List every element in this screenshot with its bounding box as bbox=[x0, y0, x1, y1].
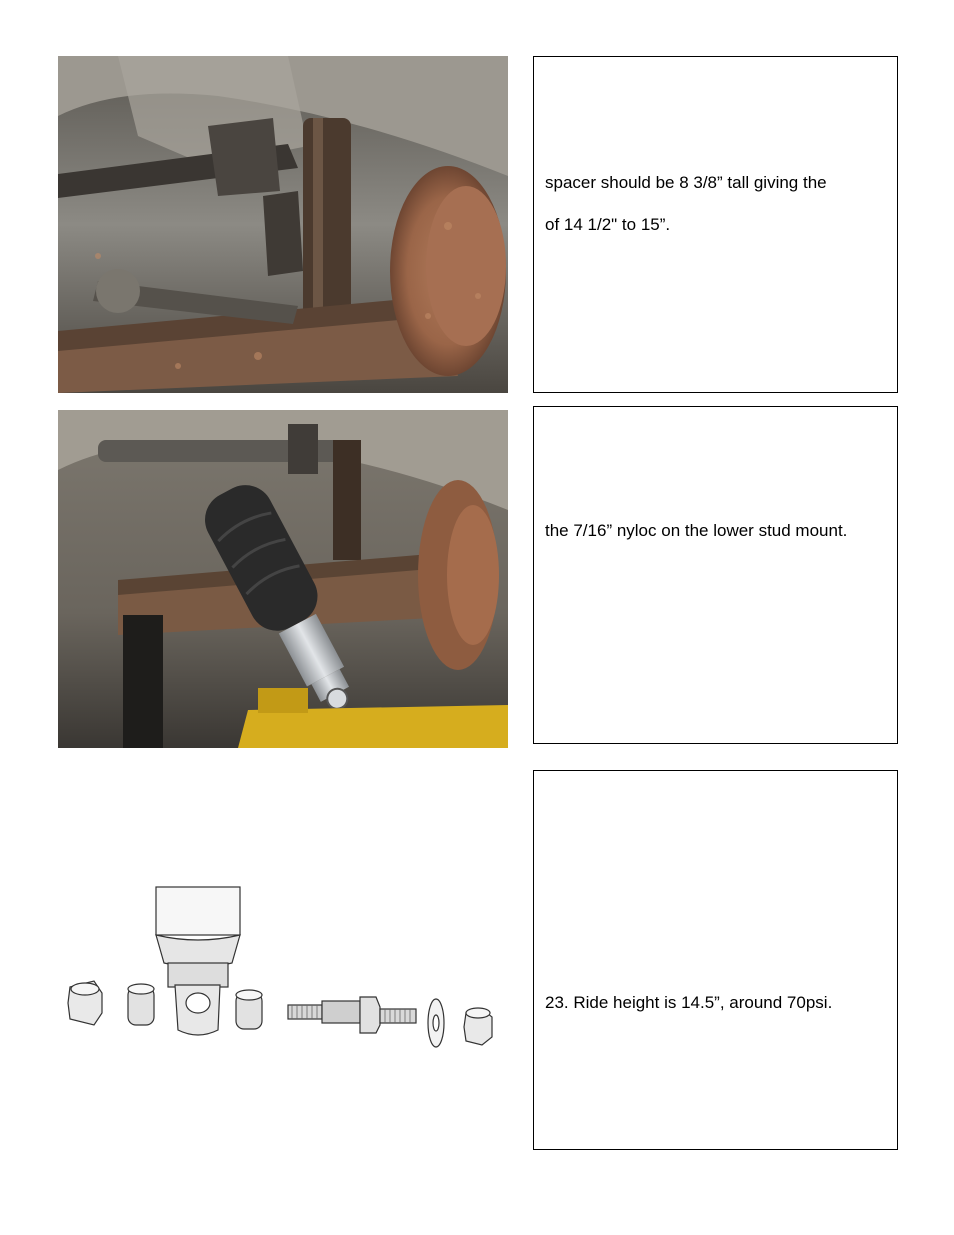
step-text-box-1 bbox=[533, 56, 898, 393]
photo-airbag-installed bbox=[58, 410, 508, 748]
step-text-box-3 bbox=[533, 770, 898, 1150]
step-text-line: spacer should be 8 3/8” tall giving the bbox=[545, 173, 827, 192]
diagram-lower-stud-mount bbox=[60, 885, 500, 1055]
photo-axle-spacer bbox=[58, 56, 508, 393]
step-text-box-2 bbox=[533, 406, 898, 744]
step-text-line: of 14 1/2" to 15”. bbox=[545, 215, 671, 234]
step-text-line: the 7/16” nyloc on the lower stud mount. bbox=[545, 521, 848, 540]
step-text-line: 23. Ride height is 14.5”, around 70psi. bbox=[545, 993, 833, 1012]
